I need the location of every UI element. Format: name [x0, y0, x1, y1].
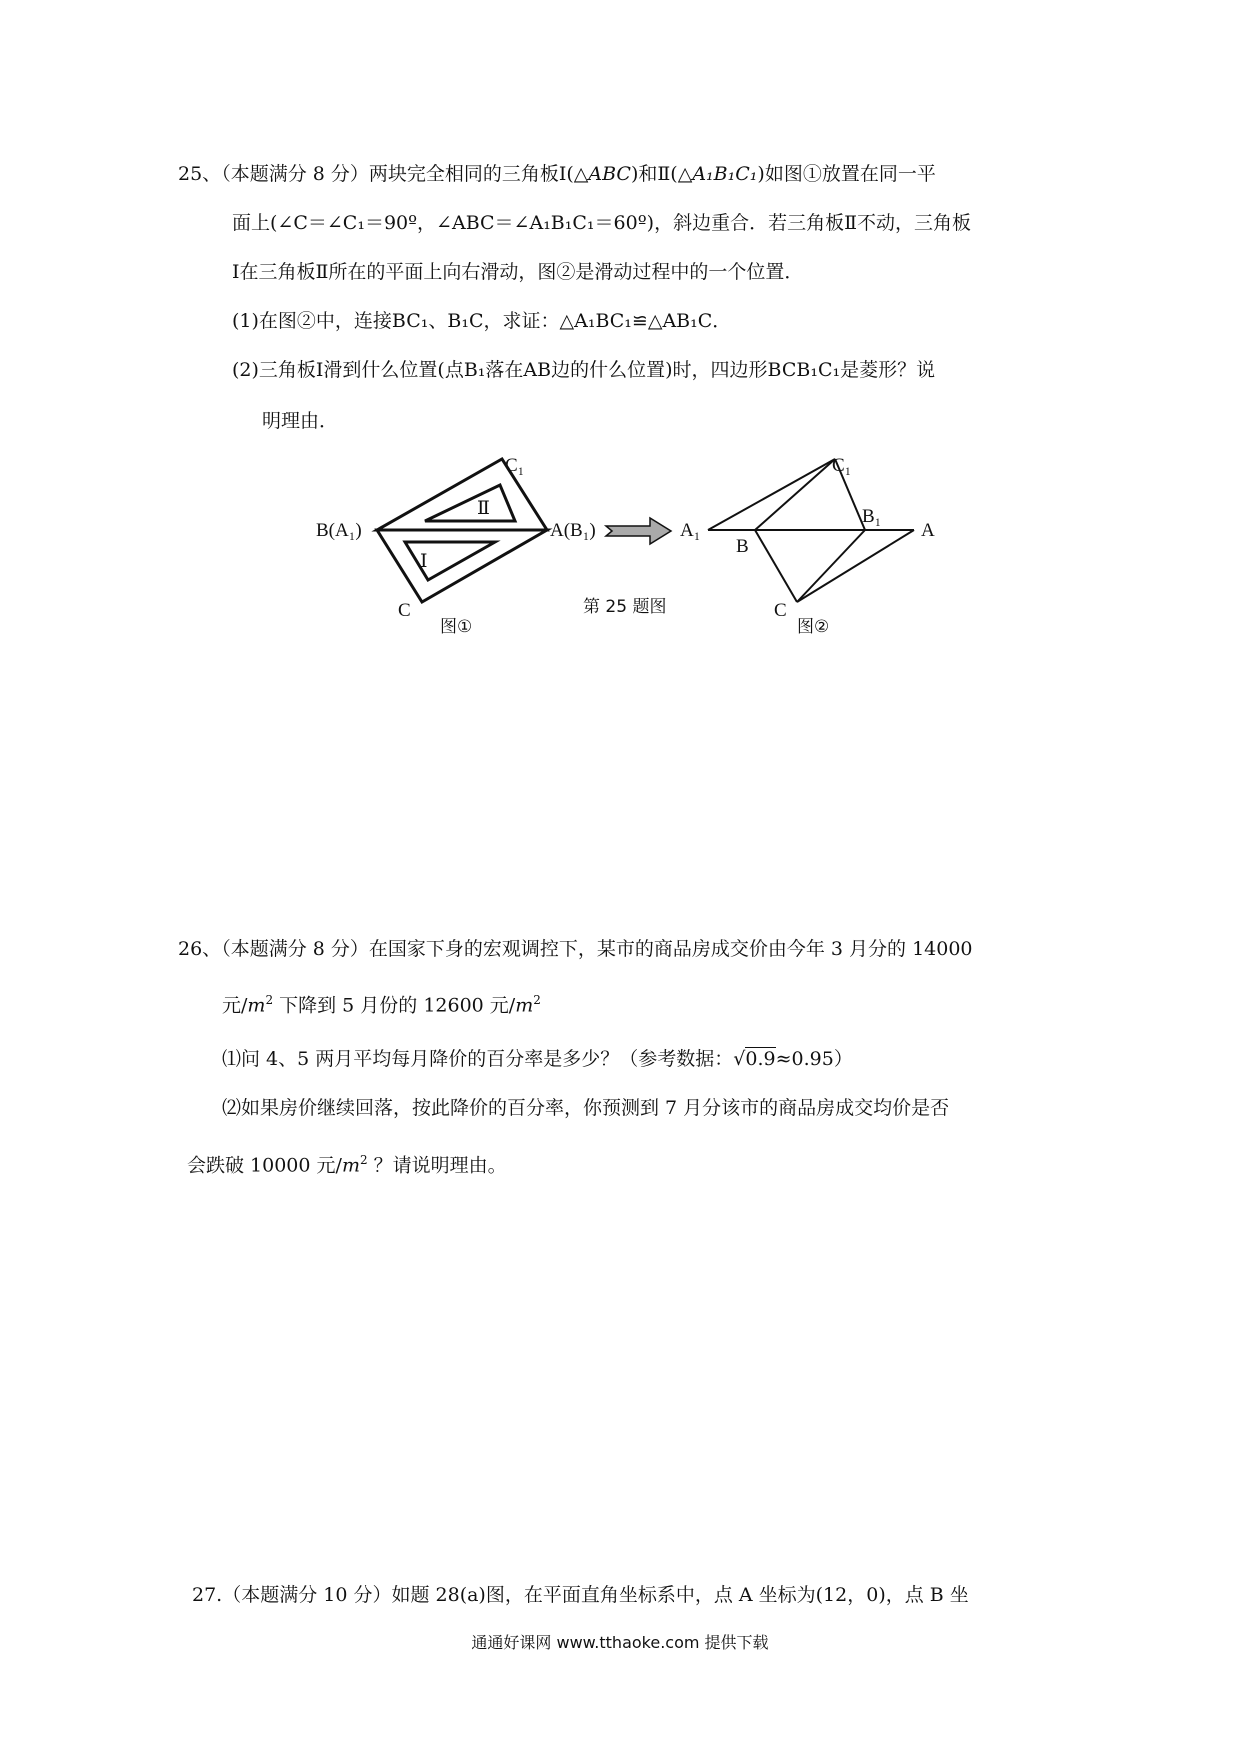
- q25-line1-intro: （本题满分 8 分）两块完全相同的三角板Ⅰ(△: [221, 163, 589, 185]
- q26-line2-b: 下降到 5 月份的 12600 元/: [273, 994, 516, 1017]
- fig1-label-C1: C₁: [505, 455, 525, 476]
- sqrt-sign: √: [733, 1048, 746, 1070]
- q26-unit-2: m: [515, 994, 534, 1017]
- fig2-label-C1: C₁: [832, 455, 852, 476]
- q26-line1-text: （本题满分 8 分）在国家下身的宏观调控下，某市的商品房成交价由今年 3 月分的 14000: [221, 938, 973, 960]
- q25-line1: [178, 162, 936, 186]
- q26-part2-line2: [187, 1148, 507, 1177]
- q26-part1: [222, 1047, 853, 1071]
- fig2-lines: [708, 459, 914, 602]
- q26-part2-line1: ⑵如果房价继续回落，按此降价的百分率，你预测到 7 月分该市的商品房成交均价是否: [222, 1097, 950, 1119]
- q26-line2-a: 元/: [222, 994, 248, 1017]
- q26-part2-line2-a: 会跌破 10000 元/: [187, 1154, 342, 1177]
- fig1-label-AB1: A(B₁): [550, 520, 596, 541]
- fig1-inner-triangle-I: [405, 542, 495, 580]
- q26-ref-radicand: 0.9: [745, 1048, 776, 1070]
- slide-arrow: [606, 518, 671, 544]
- q25-tri1: ABC: [588, 163, 631, 185]
- q26-part1-text: ⑴问 4、5 两月平均每月降价的百分率是多少？（参考数据：: [222, 1048, 734, 1070]
- q26-line1: [178, 937, 973, 961]
- q25-line1-mid: )和Ⅱ(△: [630, 163, 693, 185]
- fig1-label-I: Ⅰ: [420, 551, 428, 572]
- q26-unit-3: m: [341, 1154, 360, 1177]
- q26-unit-power-3: 2: [359, 1153, 368, 1167]
- q26-unit-1: m: [247, 994, 266, 1017]
- q25-number: 25、: [178, 163, 222, 185]
- q26-unit-power-2: 2: [533, 993, 541, 1007]
- fig1-caption: 图①: [440, 617, 473, 637]
- q25-figure: [0, 440, 1240, 640]
- q27-line1: [192, 1583, 969, 1607]
- fig2-label-B1: B₁: [862, 506, 882, 527]
- fig2-caption: 图②: [797, 617, 830, 637]
- footer-download-note: 通通好课网 www.tthaoke.com 提供下载: [471, 1633, 769, 1652]
- fig1-inner-triangle-II: [425, 485, 515, 521]
- q26-part1-end: ）: [833, 1048, 853, 1070]
- q27-line1-text: （本题满分 10 分）如题 28(a)图，在平面直角坐标系中，点 A 坐标为(12，0)，点 B 坐: [222, 1584, 969, 1606]
- figure-caption: 第 25 题图: [583, 597, 667, 617]
- q25-line3: Ⅰ在三角板Ⅱ所在的平面上向右滑动，图②是滑动过程中的一个位置．: [232, 261, 804, 283]
- fig2-label-A1: A₁: [680, 520, 701, 541]
- fig1-label-BA1: B(A₁): [316, 520, 362, 541]
- q26-ref-value: ≈0.95: [775, 1048, 834, 1070]
- q27-number: 27.: [192, 1584, 223, 1606]
- q25-tri2: A₁B₁C₁: [692, 163, 758, 185]
- q25-line2: 面上(∠C＝∠C₁＝90º，∠ABC＝∠A₁B₁C₁＝60º)，斜边重合．若三角板Ⅱ不动，三角板: [232, 212, 971, 234]
- q25-part1: (1)在图②中，连接BC₁、B₁C，求证：△A₁BC₁≌△AB₁C．: [232, 310, 732, 332]
- q26-part2-line2-b: ？请说明理由。: [367, 1154, 507, 1177]
- fig2-label-B: B: [736, 536, 749, 557]
- q25-line1-end: )如图①放置在同一平: [757, 163, 936, 185]
- q25-part2-line1: (2)三角板Ⅰ滑到什么位置(点B₁落在AB边的什么位置)时，四边形BCB₁C₁是菱形？说: [232, 359, 936, 381]
- q26-line2: [222, 988, 541, 1017]
- q26-unit-power-1: 2: [265, 993, 274, 1007]
- fig1-label-II: Ⅱ: [477, 498, 490, 519]
- fig2-label-A: A: [921, 520, 935, 541]
- fig2-label-C: C: [774, 600, 787, 621]
- fig1-label-C: C: [398, 600, 411, 621]
- q26-number: 26、: [178, 938, 222, 960]
- q25-part2-line2: 明理由．: [262, 410, 339, 432]
